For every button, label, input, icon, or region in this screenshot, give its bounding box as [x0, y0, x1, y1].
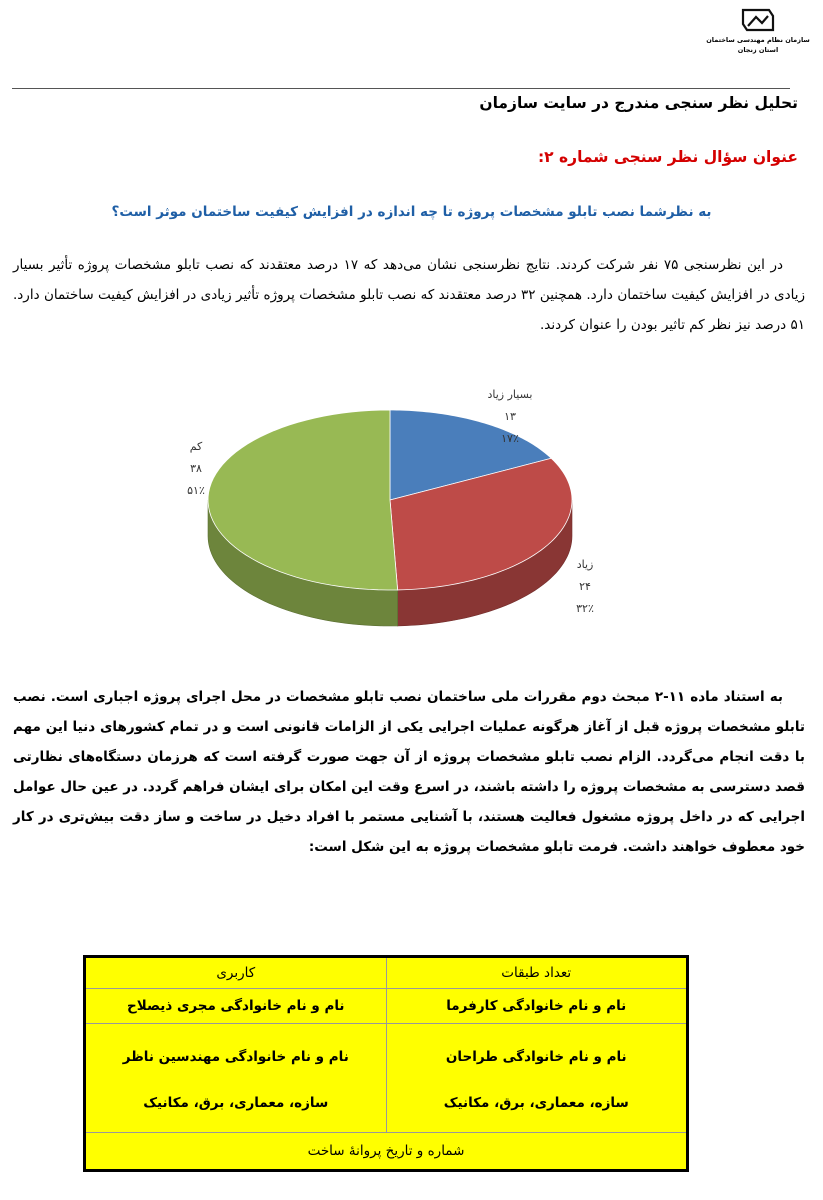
- survey-heading: عنوان سؤال نظر سنجی شماره ۲:: [537, 148, 798, 166]
- table-cell: نام و نام خانوادگی مجری ذیصلاح: [85, 989, 387, 1024]
- table-row: [85, 989, 688, 1024]
- cell-line: نام و نام خانوادگی مهندسین ناظر: [122, 1049, 349, 1065]
- table-cell: [85, 1024, 387, 1133]
- regulation-paragraph: [13, 682, 805, 862]
- table-cell: شماره و تاریخ پروانهٔ ساخت: [85, 1133, 688, 1171]
- table-cell: تعداد طبقات: [386, 957, 688, 989]
- regulation-text: به استناد ماده ۱۱-۲ مبحث دوم مقررات ملی ساختمان نصب تابلو مشخصات در محل اجرای پروژه اجباری است. نصب تابلو مشخصات پروژه قبل از آغاز هرگونه عملیات اجرایی یکی از الزامات قانونی است و در تمام کشورهای دنیا این مهم با دقت انجام می‌گردد. الزام نصب تابلو مشخصات پروژه از آن جهت صورت گرفته است که هرزمان دستگاه‌های نظارتی قصد دسترسی به مشخصات پروژه را داشته باشند، در اسرع وقت این امکان برای ایشان فراهم گردد. در عین حال عوامل اجرایی که در داخل پروژه مشغول فعالیت هستند، با آشنایی مستمر با افراد دخیل در ساخت و ساز دقت بیش‌تری در کار خود معطوف خواهند داشت. فرمت تابلو مشخصات پروژه به این شکل است:: [13, 689, 805, 855]
- pie-category-label: بسیار زیاد: [487, 388, 533, 401]
- table-cell: نام و نام خانوادگی کارفرما: [386, 989, 688, 1024]
- cell-line: نام و نام خانوادگی طراحان: [445, 1049, 627, 1065]
- page-title: تحلیل نظر سنجی مندرج در سایت سازمان: [479, 94, 798, 112]
- project-sign-table: [83, 955, 689, 1172]
- survey-question: به نظرشما نصب تابلو مشخصات پروژه تا چه اندازه در افزایش کیفیت ساختمان موثر است؟: [111, 204, 712, 220]
- pie-value-label: ۲۴: [579, 580, 591, 593]
- cell-line: سازه، معماری، برق، مکانیک: [443, 1095, 629, 1111]
- pie-percent-label: ۱۷٪: [501, 432, 519, 445]
- pie-value-label: ۳۸: [190, 462, 202, 475]
- table-row: [85, 957, 688, 989]
- logo-icon: [739, 6, 777, 34]
- results-paragraph: [13, 250, 805, 340]
- results-text: در این نظرسنجی ۷۵ نفر شرکت کردند. نتایج نظرسنجی نشان می‌دهد که ۱۷ درصد معتقدند که نصب تابلو مشخصات پروژه تأثیر بسیار زیادی در افزایش کیفیت ساختمان دارد. همچنین ۳۲ درصد معتقدند که نصب تابلو مشخصات پروژه تأثیر زیادی در افزایش کیفیت ساختمان دارد. ۵۱ درصد نیز نظر کم تاثیر بودن را عنوان کردند.: [13, 257, 805, 333]
- table-row: [85, 1024, 688, 1133]
- logo-province: استان زنجان: [737, 46, 779, 54]
- organization-logo: [703, 6, 813, 54]
- pie-value-label: ۱۳: [504, 410, 516, 423]
- pie-category-label: زیاد: [576, 558, 594, 571]
- pie-percent-label: ۵۱٪: [187, 484, 205, 497]
- table-cell: [386, 1024, 688, 1133]
- logo-org-name: سازمان نظام مهندسی ساختمان: [706, 36, 810, 44]
- cell-line: سازه، معماری، برق، مکانیک: [143, 1095, 329, 1111]
- table-row: [85, 1133, 688, 1171]
- header-divider: [12, 88, 790, 89]
- pie-chart: [160, 380, 640, 640]
- pie-category-label: کم: [189, 440, 203, 453]
- table-cell: کاربری: [85, 957, 387, 989]
- pie-percent-label: ۳۲٪: [576, 602, 594, 615]
